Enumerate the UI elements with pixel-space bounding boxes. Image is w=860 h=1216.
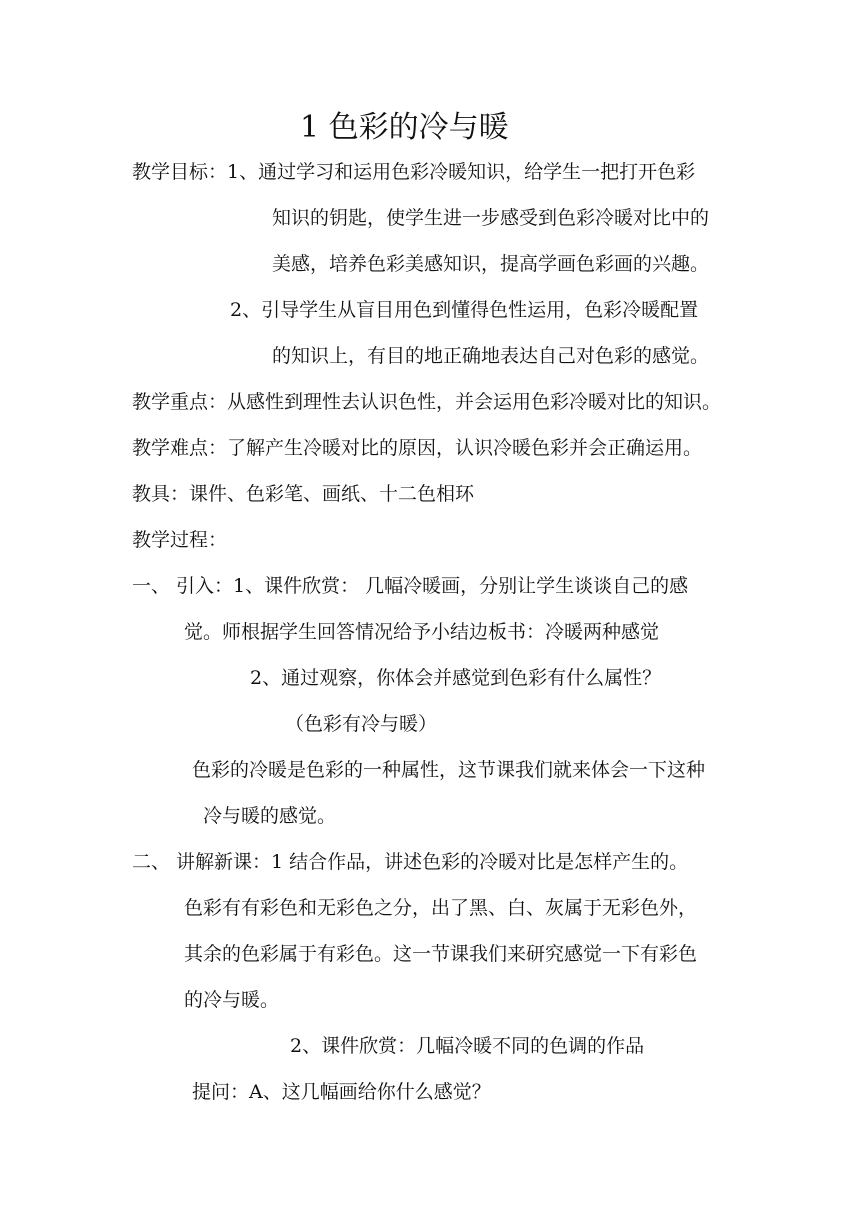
- text-line: 美感，培养色彩美感知识，提高学画色彩画的兴趣。: [272, 253, 710, 275]
- text-line: 教学难点：了解产生冷暖对比的原因，认识冷暖色彩并会正确运用。: [132, 437, 703, 459]
- text-line: 其余的色彩属于有彩色。这一节课我们来研究感觉一下有彩色: [184, 943, 698, 965]
- text-line: 的冷与暖。: [184, 989, 280, 1011]
- text-line: 色彩的冷暖是色彩的一种属性，这节课我们就来体会一下这种: [192, 759, 706, 781]
- text-line: 的知识上，有目的地正确地表达自己对色彩的感觉。: [272, 345, 710, 367]
- page-title: 1 色彩的冷与暖: [300, 110, 509, 145]
- text-line: 教学过程：: [132, 529, 228, 551]
- text-line: （色彩有冷与暖）: [285, 713, 438, 735]
- text-line: 色彩有有彩色和无彩色之分，出了黑、白、灰属于无彩色外，: [184, 897, 698, 919]
- text-line: 教学目标：1、通过学习和运用色彩冷暖知识，给学生一把打开色彩: [132, 161, 696, 183]
- text-line: 2、通过观察，你体会并感觉到色彩有什么属性？: [250, 667, 662, 689]
- text-line: 冷与暖的感觉。: [203, 805, 337, 827]
- text-line: 二、 讲解新课：1 结合作品，讲述色彩的冷暖对比是怎样产生的。: [132, 851, 689, 873]
- text-line: 2、课件欣赏：几幅冷暖不同的色调的作品: [290, 1035, 645, 1057]
- text-line: 教学重点：从感性到理性去认识色性，并会运用色彩冷暖对比的知识。: [132, 391, 722, 413]
- text-line: 觉。师根据学生回答情况给予小结边板书：冷暖两种感觉: [184, 621, 660, 643]
- text-line: 教具：课件、色彩笔、画纸、十二色相环: [132, 483, 475, 505]
- text-line: 提问：A、这几幅画给你什么感觉？: [192, 1081, 491, 1103]
- text-line: 一、 引入：1、课件欣赏： 几幅冷暖画，分别让学生谈谈自己的感: [132, 575, 689, 597]
- text-line: 知识的钥匙，使学生进一步感受到色彩冷暖对比中的: [272, 207, 710, 229]
- text-line: 2、引导学生从盲目用色到懂得色性运用，色彩冷暖配置: [230, 299, 699, 321]
